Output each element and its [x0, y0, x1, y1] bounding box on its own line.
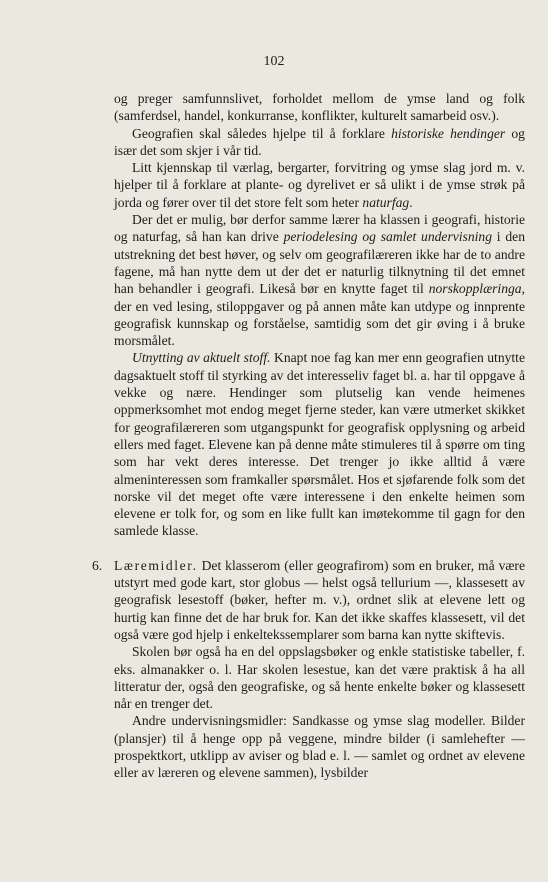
paragraph-2 [114, 125, 525, 160]
paragraph-text: Geografien skal således hjelpe til å forklare [132, 125, 392, 141]
paragraph-8 [114, 712, 525, 781]
paragraph-text: Litt kjennskap til værlag, bergarter, forvitring og ymse slag jord m. v. hjelper til å forklare at plante- og dyrelivet er så ulikt i de ymse strøk på jorda og fører over til det store felt som heter [114, 160, 525, 210]
paragraph-text: og preger samfunnslivet, forholdet mellom de ymse land og folk (samferdsel, handel, konkurranse, konflikter, kulturelt samarbeid osv.). [114, 91, 525, 124]
numbered-section-6 [92, 557, 525, 643]
page-body [92, 90, 526, 782]
paragraph-text: i den utstrekning det best høver, og selv om geografilæreren ikke har de to andre fagene, må han nytte dem ut der det er naturlig tilknytning til det emnet han behandler i geografi. Likeså bør en knytte faget til [114, 229, 526, 297]
paragraph-text: Andre undervisningsmidler: Sandkasse og ymse slag modeller. Bilder (plansjer) til å henge opp på veggene, mindre bilder (i samlehefter — prospektkort, utklipp av aviser og blad e. l. — samlet og ordnet av elevene eller av læreren og elevene sammen), lysbilder [114, 713, 525, 781]
paragraph-3 [114, 159, 525, 211]
italic-emphasis: historiske hendinger [391, 125, 506, 141]
paragraph-text: Skolen bør også ha en del oppslagsbøker og enkle statistiske tabeller, f. eks. almanakker o. l. Har skolen lesestue, kan det være praktisk å ha all litteratur der, også den geografiske, og så hente enkelte bøker og klassesett når en trenger det. [114, 644, 525, 712]
italic-emphasis: norskopplæringa [428, 281, 522, 297]
paragraph-7 [114, 643, 525, 712]
paragraph-text: Knapt noe fag kan mer enn geografien utnytte dagsaktuelt stoff til styrking av det interesseliv faget bl. a. har til oppgave å vekke og nære. Hendinger som plutselig kan vende heimenes oppmerksomhet mot endog meget fjerne steder, kan være utmerket skikket for geografilæreren som utgangspunkt for geografisk opplysning og arbeid ellers med faget. Elevene kan på denne måte stimuleres til å spørre om ting som har vekt deres interesse. Det trenger jo ikke alltid å være almeninteressen som framkaller spørsmålet. Hos et sjøfarende folk som det norske vil det meget ofte være interessene i den enkelte heimen som elevene er tolk for, og som en like fullt kan imøtekomme til gagn for den samlede klasse. [114, 350, 525, 539]
paragraph-text: , der en ved lesing, stiloppgaver og på annen måte kan utdype og innprente geografisk kunnskap og forståelse, samtidig som det gir øving i å bruke morsmålet. [114, 281, 525, 349]
italic-emphasis: naturfag [362, 194, 410, 210]
paragraph-4 [114, 211, 525, 349]
section-heading-spaced: Læremidler. [114, 557, 198, 573]
paragraph-text: Det klasserom (eller geografirom) som en bruker, må være utstyrt med gode kart, stor globus — helst også tellurium —, klassesett av geografisk lesestoff (bøker, hefter m. v.), ordnet slik at elevene lett og hurtig kan finne det de har bruk for. Kan det ikke skaffes klassesett, vil det også være god hjelp i enkeltekssemplarer som barna kan nytte skiftevis. [114, 557, 525, 642]
paragraph-text: og især det som skjer i vår tid. [114, 125, 525, 158]
section-heading-italic: Utnytting av aktuelt stoff. [132, 350, 271, 366]
section-number: 6. [92, 557, 103, 573]
paragraph-1 [114, 90, 525, 125]
paragraph-5 [114, 349, 525, 539]
paragraph-text: . [409, 194, 413, 210]
page-number: 102 [263, 54, 285, 69]
paragraph-text: Der det er mulig, bør derfor samme lærer ha klassen i geografi, historie og naturfag, så han kan drive [114, 212, 525, 245]
italic-emphasis: periodelesing og samlet undervisning [283, 229, 493, 245]
